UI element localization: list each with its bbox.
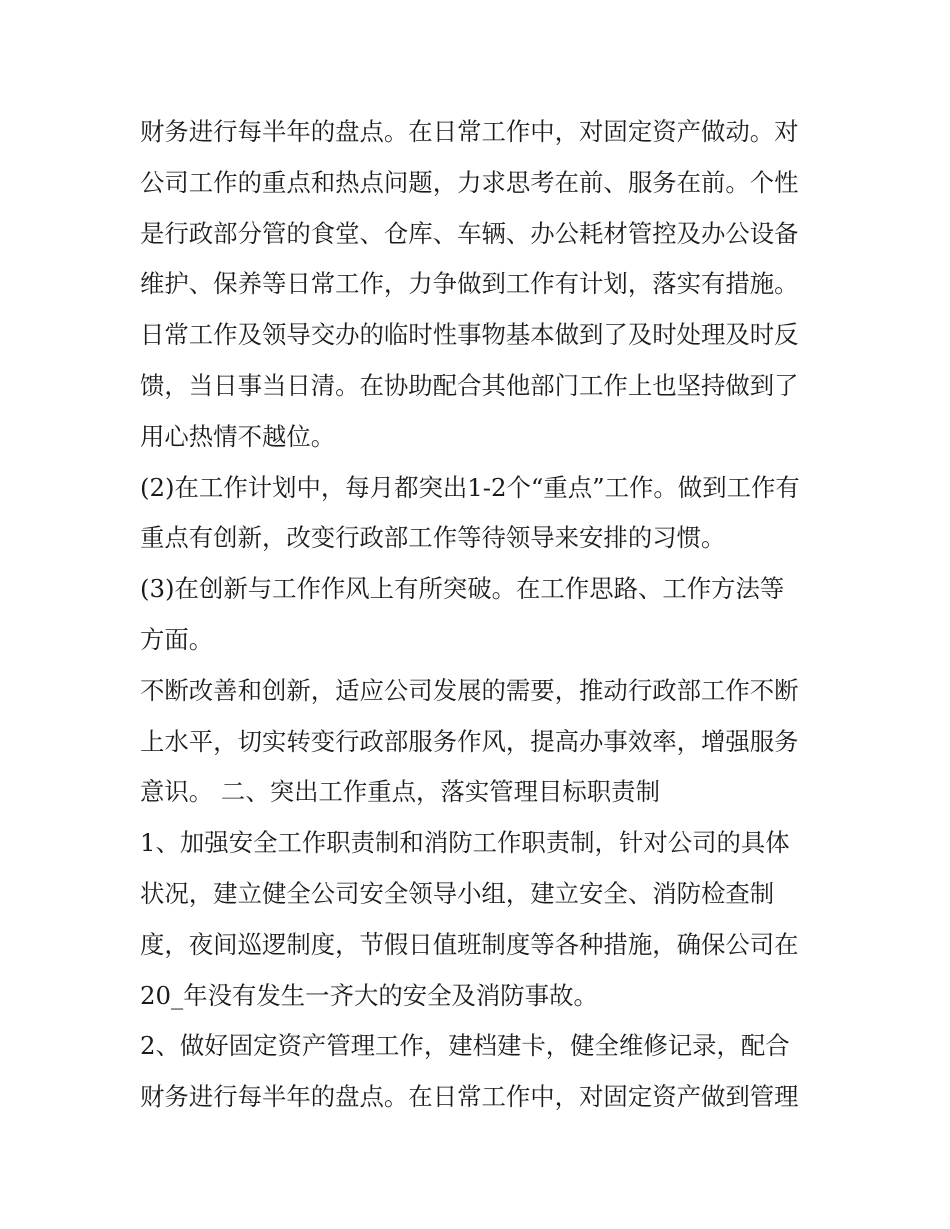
text-line: (3)在创新与工作作风上有所突破。在工作思路、工作方法等 [140,574,785,604]
text-line: 馈，当日事当日清。在协助配合其他部门工作上也坚持做到了 [140,370,799,400]
text-line: 方面。 [140,624,214,654]
text-line: 公司工作的重点和热点问题，力求思考在前、服务在前。个性 [140,167,799,197]
text-line: 度，夜间巡逻制度，节假日值班制度等各种措施，确保公司在 [140,929,799,959]
text-line: 日常工作及领导交办的临时性事物基本做到了及时处理及时反 [140,320,799,350]
text-line: (2)在工作计划中，每月都突出1-2个“重点”工作。做到工作有 [140,472,800,502]
text-line: 不断改善和创新，适应公司发展的需要，推动行政部工作不断 [140,675,799,705]
text-line: 2、做好固定资产管理工作，建档建卡，健全维修记录，配合 [140,1031,790,1061]
text-line: 财务进行每半年的盘点。在日常工作中，对固定资产做到管理 [140,1082,799,1112]
text-line: 状况，建立健全公司安全领导小组，建立安全、消防检查制 [140,878,775,908]
text-line: 是行政部分管的食堂、仓库、车辆、办公耗材管控及办公设备 [140,218,799,248]
text-line: 维护、保养等日常工作，力争做到工作有计划，落实有措施。 [140,269,799,299]
text-line: 重点有创新，改变行政部工作等待领导来安排的习惯。 [140,523,726,553]
text-line: 用心热情不越位。 [140,421,336,451]
text-line: 20_年没有发生一齐大的安全及消防事故。 [140,980,598,1010]
text-line: 上水平，切实转变行政部服务作风，提高办事效率，增强服务 [140,726,799,756]
text-line: 意识。 二、突出工作重点，落实管理目标职责制 [140,777,660,807]
text-line: 1、加强安全工作职责制和消防工作职责制，针对公司的具体 [140,828,790,858]
document-body [140,107,820,1123]
text-line: 财务进行每半年的盘点。在日常工作中，对固定资产做动。对 [140,117,799,146]
